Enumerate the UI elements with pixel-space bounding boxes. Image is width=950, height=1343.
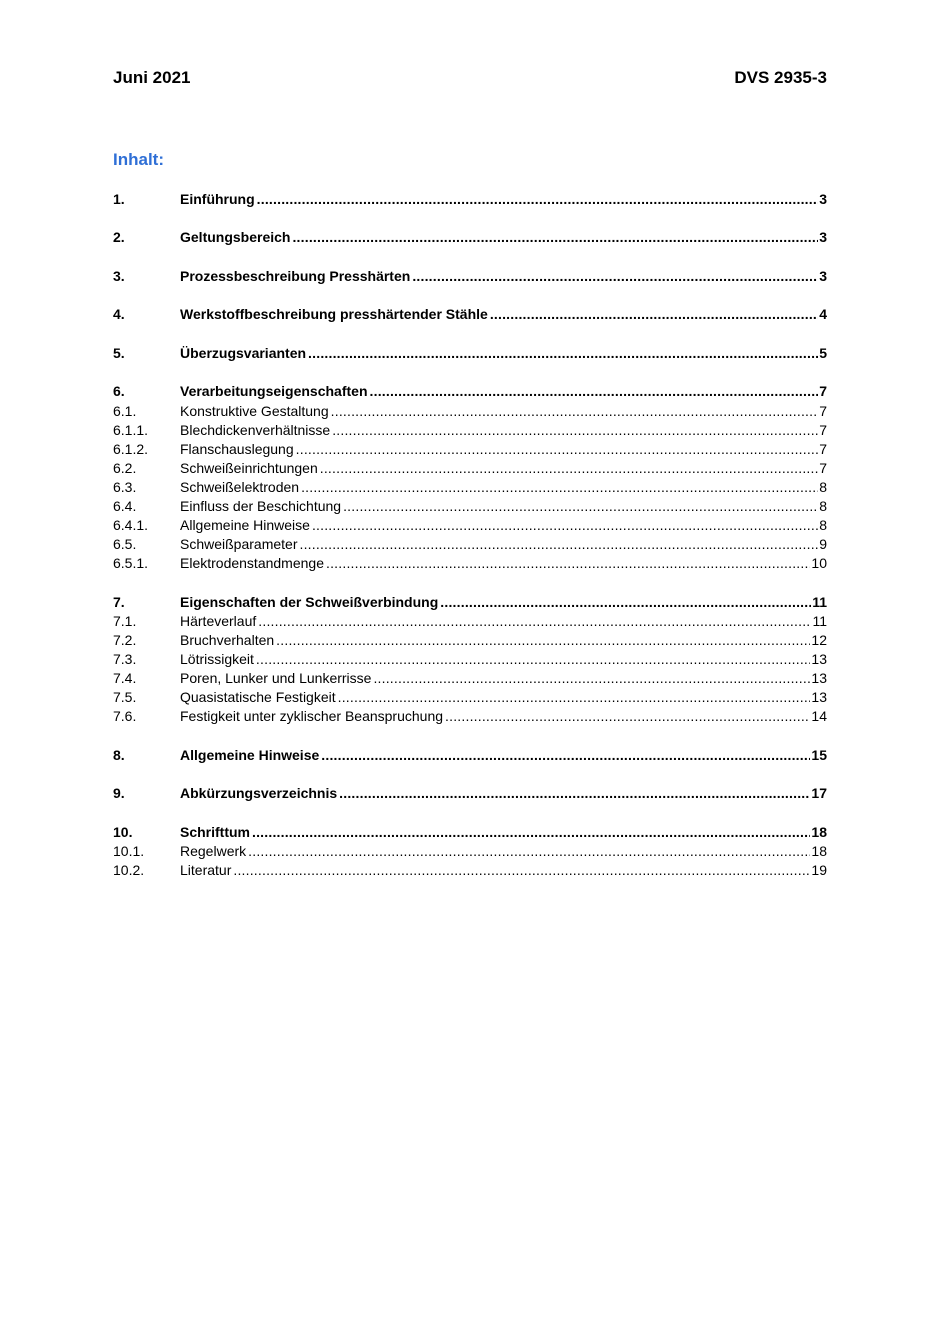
toc-dot-leader bbox=[370, 382, 819, 401]
toc-entry-number: 5. bbox=[113, 344, 125, 361]
toc-entry[interactable] bbox=[113, 707, 827, 726]
toc-entry-line bbox=[180, 497, 827, 516]
toc-entry-page: 13 bbox=[811, 689, 827, 706]
toc-entry-line bbox=[180, 746, 827, 765]
toc-entry-page: 7 bbox=[819, 383, 827, 400]
toc-heading: Inhalt: bbox=[113, 150, 164, 169]
toc-entry-page: 7 bbox=[819, 440, 827, 457]
toc-entry-title: Elektrodenstandmenge bbox=[180, 555, 324, 572]
toc-entry-title: Einführung bbox=[180, 191, 255, 207]
toc-entry-page: 10 bbox=[811, 555, 827, 572]
toc-dot-leader bbox=[256, 650, 811, 669]
toc-entry-line bbox=[180, 650, 827, 669]
toc-entry-number: 6.5. bbox=[113, 536, 137, 553]
toc-entry-number: 6.1.1. bbox=[113, 421, 149, 438]
toc-entry-title: Lötrissigkeit bbox=[180, 651, 254, 668]
toc-entry-number: 7.6. bbox=[113, 708, 137, 725]
toc-entry[interactable] bbox=[113, 402, 827, 421]
toc-entry-number: 6.4. bbox=[113, 497, 137, 514]
toc-entry-title: Schweißeinrichtungen bbox=[180, 459, 318, 476]
toc-entry-page: 19 bbox=[811, 861, 827, 878]
toc-entry-line bbox=[180, 823, 827, 842]
toc-dot-leader bbox=[296, 440, 819, 459]
toc-entry-page: 3 bbox=[819, 191, 827, 207]
toc-entry[interactable] bbox=[113, 631, 827, 650]
toc-entry-line bbox=[180, 861, 827, 880]
toc-dot-leader bbox=[490, 305, 818, 324]
toc-entry[interactable] bbox=[113, 267, 827, 286]
toc-entry[interactable] bbox=[113, 535, 827, 554]
toc-entry-number: 6.4.1. bbox=[113, 517, 149, 534]
toc-dot-leader bbox=[300, 535, 819, 554]
toc-entry-number: 6.1.2. bbox=[113, 440, 149, 457]
toc-entry-title: Abkürzungsverzeichnis bbox=[180, 785, 338, 802]
toc-entry[interactable] bbox=[113, 516, 827, 535]
toc-entry-number: 6.5.1. bbox=[113, 555, 149, 572]
toc-entry[interactable] bbox=[113, 344, 827, 363]
toc-entry[interactable] bbox=[113, 784, 827, 803]
toc-entry-title: Blechdickenverhältnisse bbox=[180, 421, 331, 438]
toc-entry-page: 7 bbox=[819, 459, 827, 476]
toc-entry-line bbox=[180, 554, 827, 573]
toc-entry-number: 7.3. bbox=[113, 651, 137, 668]
header-date: Juni 2021 bbox=[113, 68, 191, 87]
toc-dot-leader bbox=[326, 554, 810, 573]
toc-entry-title: Bruchverhalten bbox=[180, 631, 275, 648]
toc-dot-leader bbox=[445, 707, 810, 726]
toc-dot-leader bbox=[412, 267, 818, 286]
toc-entry[interactable] bbox=[113, 593, 827, 612]
toc-entry-number: 10.2. bbox=[113, 861, 145, 878]
toc-entry[interactable] bbox=[113, 382, 827, 401]
toc-entry-line bbox=[180, 305, 827, 324]
header-document-id: DVS 2935-3 bbox=[734, 68, 827, 87]
toc-entry[interactable] bbox=[113, 421, 827, 440]
toc-entry-title: Konstruktive Gestaltung bbox=[180, 402, 329, 419]
toc-entry-page: 8 bbox=[819, 517, 827, 534]
toc-entry[interactable] bbox=[113, 459, 827, 478]
toc-entry-page: 7 bbox=[819, 402, 827, 419]
toc-entry[interactable] bbox=[113, 823, 827, 842]
toc-entry-line bbox=[180, 228, 827, 247]
toc-entry-number: 9. bbox=[113, 785, 125, 802]
toc-entry-line bbox=[180, 669, 827, 688]
toc-entry-number: 6.3. bbox=[113, 478, 137, 495]
toc-entry-title: Literatur bbox=[180, 861, 232, 878]
toc-entry[interactable] bbox=[113, 746, 827, 765]
toc-entry-number: 7.4. bbox=[113, 670, 137, 687]
toc-dot-leader bbox=[343, 497, 818, 516]
toc-entry[interactable] bbox=[113, 478, 827, 497]
toc-entry-title: Härteverlauf bbox=[180, 612, 257, 629]
toc-entry-line bbox=[180, 402, 827, 421]
toc-dot-leader bbox=[312, 516, 818, 535]
toc-entry-title: Festigkeit unter zyklischer Beanspruchung bbox=[180, 708, 444, 725]
toc-entry-title: Allgemeine Hinweise bbox=[180, 746, 320, 763]
toc-dot-leader bbox=[276, 631, 810, 650]
toc-dot-leader bbox=[308, 344, 818, 363]
toc-entry-page: 17 bbox=[811, 785, 827, 802]
toc-entry[interactable] bbox=[113, 497, 827, 516]
toc-entry-page: 8 bbox=[819, 478, 827, 495]
toc-entry-line bbox=[180, 344, 827, 363]
toc-dot-leader bbox=[258, 612, 811, 631]
toc-entry-title: Verarbeitungseigenschaften bbox=[180, 383, 368, 400]
toc-entry-line bbox=[180, 190, 827, 209]
toc-entry[interactable] bbox=[113, 861, 827, 880]
toc-entry-number: 4. bbox=[113, 306, 125, 323]
toc-entry-page: 4 bbox=[819, 306, 827, 323]
toc-entry-line bbox=[180, 784, 827, 803]
toc-entry-page: 12 bbox=[811, 631, 827, 648]
page-header bbox=[113, 68, 827, 92]
toc-entry-title: Prozessbeschreibung Presshärten bbox=[180, 267, 411, 284]
toc-entry[interactable] bbox=[113, 688, 827, 707]
toc-entry-number: 7.5. bbox=[113, 689, 137, 706]
toc-entry-line bbox=[180, 382, 827, 401]
toc-entry-line bbox=[180, 440, 827, 459]
toc-entry-number: 2. bbox=[113, 229, 125, 246]
toc-entry-title: Schrifttum bbox=[180, 823, 250, 840]
toc-entry-number: 8. bbox=[113, 746, 125, 763]
toc-entry-number: 10.1. bbox=[113, 842, 145, 859]
toc-entry-page: 9 bbox=[819, 536, 827, 553]
toc-entry-title: Poren, Lunker und Lunkerrisse bbox=[180, 670, 372, 687]
toc-entry-line bbox=[180, 688, 827, 707]
toc-dot-leader bbox=[292, 228, 818, 247]
toc-entry-page: 8 bbox=[819, 497, 827, 514]
toc-entry-title: Überzugsvarianten bbox=[180, 344, 307, 361]
toc-entry-line bbox=[180, 478, 827, 497]
toc-entry[interactable] bbox=[113, 842, 827, 861]
toc-entry-title: Schweißparameter bbox=[180, 536, 298, 553]
toc-dot-leader bbox=[321, 746, 810, 765]
toc-dot-leader bbox=[248, 842, 810, 861]
toc-entry-page: 11 bbox=[812, 612, 827, 629]
toc-entry[interactable] bbox=[113, 650, 827, 669]
toc-entry-number: 6.1. bbox=[113, 402, 137, 419]
toc-dot-leader bbox=[257, 190, 819, 209]
toc-entry-page: 7 bbox=[819, 421, 827, 438]
toc-entry-line bbox=[180, 842, 827, 861]
toc-entry-page: 11 bbox=[812, 593, 827, 610]
toc-entry-title: Quasistatische Festigkeit bbox=[180, 689, 336, 706]
toc-dot-leader bbox=[332, 421, 818, 440]
toc-entry-title: Werkstoffbeschreibung presshärtender Stähle bbox=[180, 306, 488, 323]
toc-dot-leader bbox=[233, 861, 810, 880]
toc-entry-line bbox=[180, 459, 827, 478]
toc-entry[interactable] bbox=[113, 440, 827, 459]
toc-entry-line bbox=[180, 707, 827, 726]
toc-entry-title: Geltungsbereich bbox=[180, 229, 291, 246]
toc-entry-line bbox=[180, 535, 827, 554]
toc-entry-line bbox=[180, 631, 827, 650]
toc-entry-number: 3. bbox=[113, 267, 125, 284]
toc-entry[interactable] bbox=[113, 612, 827, 631]
toc-entry-title: Allgemeine Hinweise bbox=[180, 517, 310, 534]
toc-dot-leader bbox=[440, 593, 811, 612]
toc-entry-line bbox=[180, 593, 827, 612]
toc-entry-page: 3 bbox=[819, 267, 827, 284]
toc-entry-page: 15 bbox=[811, 746, 827, 763]
table-of-contents bbox=[113, 190, 827, 880]
toc-entry-number: 7. bbox=[113, 593, 125, 610]
toc-entry[interactable] bbox=[113, 190, 827, 209]
toc-entry-page: 3 bbox=[819, 229, 827, 246]
toc-entry-title: Eigenschaften der Schweißverbindung bbox=[180, 593, 439, 610]
toc-entry-title: Einfluss der Beschichtung bbox=[180, 497, 342, 514]
toc-entry-number: 7.1. bbox=[113, 612, 137, 629]
toc-entry-page: 14 bbox=[811, 708, 827, 725]
toc-dot-leader bbox=[331, 402, 819, 421]
toc-entry-title: Regelwerk bbox=[180, 842, 247, 859]
toc-entry-number: 1. bbox=[113, 191, 125, 207]
toc-entry[interactable] bbox=[113, 669, 827, 688]
toc-dot-leader bbox=[339, 784, 810, 803]
toc-entry-line bbox=[180, 267, 827, 286]
toc-entry-number: 6.2. bbox=[113, 459, 137, 476]
toc-entry-page: 13 bbox=[811, 670, 827, 687]
toc-entry-title: Schweißelektroden bbox=[180, 478, 300, 495]
toc-dot-leader bbox=[252, 823, 810, 842]
toc-entry-number: 10. bbox=[113, 823, 133, 840]
toc-entry-title: Flanschauslegung bbox=[180, 440, 294, 457]
toc-entry-line bbox=[180, 421, 827, 440]
toc-entry-number: 6. bbox=[113, 383, 125, 400]
toc-entry-number: 7.2. bbox=[113, 631, 137, 648]
toc-entry[interactable] bbox=[113, 228, 827, 247]
toc-entry-page: 13 bbox=[811, 651, 827, 668]
toc-entry[interactable] bbox=[113, 305, 827, 324]
toc-entry-page: 5 bbox=[819, 344, 827, 361]
toc-dot-leader bbox=[301, 478, 818, 497]
toc-dot-leader bbox=[373, 669, 810, 688]
toc-entry-page: 18 bbox=[811, 842, 827, 859]
toc-entry[interactable] bbox=[113, 554, 827, 573]
toc-entry-page: 18 bbox=[811, 823, 827, 840]
toc-dot-leader bbox=[320, 459, 818, 478]
toc-entry-line bbox=[180, 516, 827, 535]
toc-entry-line bbox=[180, 612, 827, 631]
toc-dot-leader bbox=[338, 688, 811, 707]
